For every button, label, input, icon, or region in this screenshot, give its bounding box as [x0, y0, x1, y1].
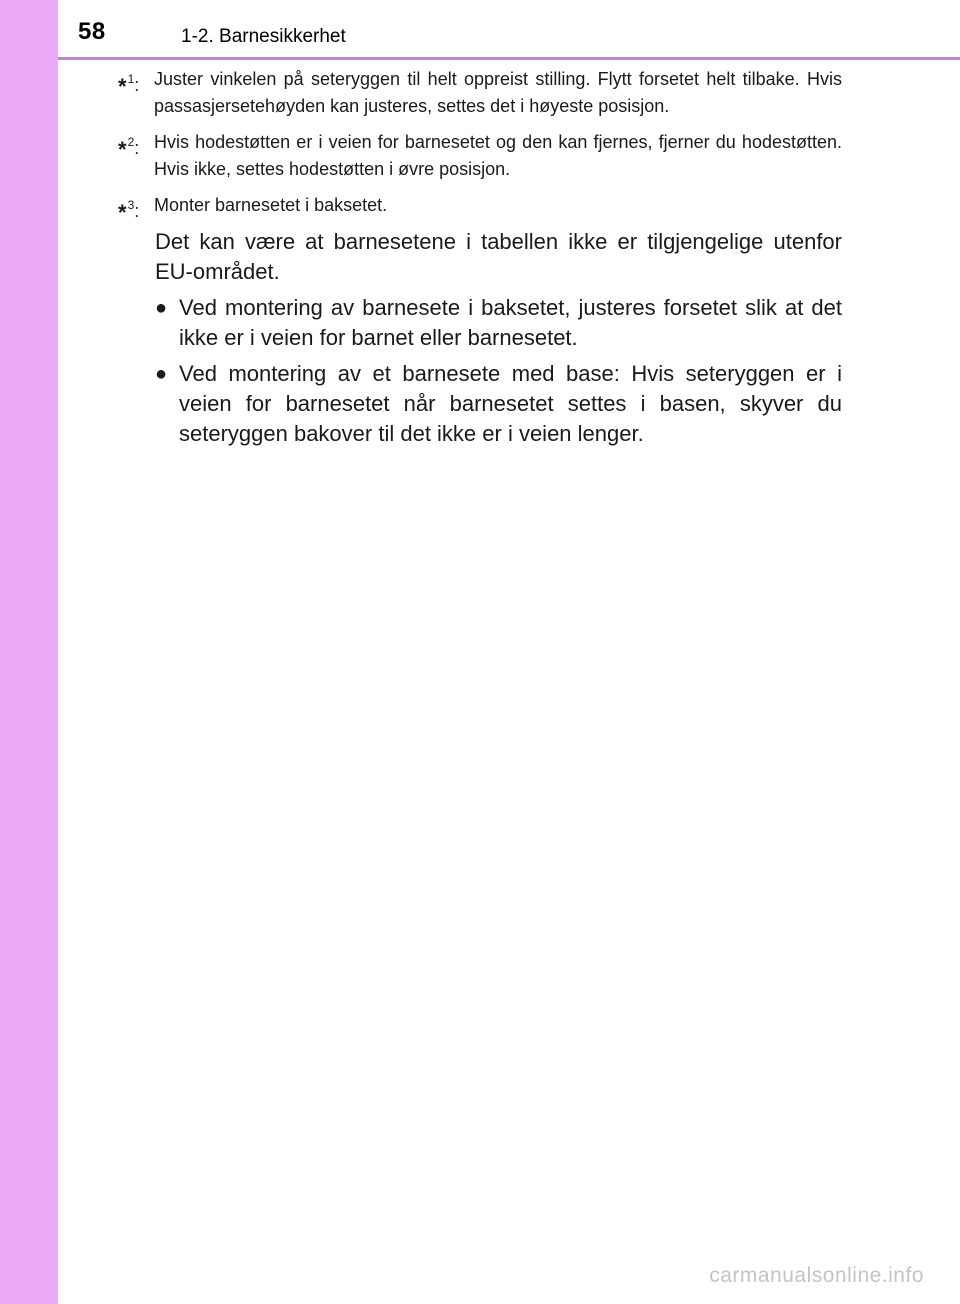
- bullet-text: Ved montering av et barnesete med base: Hvis seteryggen er i veien for barnesetet når barnesetet settes i basen, skyver du seteryggen bakover til det ikke er i veien lenger.: [179, 361, 842, 446]
- footnote-1: [118, 66, 842, 120]
- footnote-2: [118, 129, 842, 183]
- bullet-item-1: [155, 293, 842, 353]
- footnote-marker: [118, 66, 154, 100]
- section-title: 1-2. Barnesikkerhet: [181, 26, 346, 47]
- footnote-number: 3: [127, 198, 135, 212]
- footnote-separator: :: [134, 201, 140, 221]
- body-content: [155, 227, 842, 455]
- intro-paragraph: Det kan være at barnesetene i tabellen ikke er tilgjengelige utenfor EU-området.: [155, 229, 842, 284]
- footnote-separator: :: [134, 75, 140, 95]
- footnote-3: [118, 192, 842, 226]
- side-color-band: [0, 0, 58, 1304]
- bullet-dot-icon: ●: [155, 297, 168, 319]
- footnote-text: Hvis hodestøtten er i veien for barnesetet og den kan fjernes, fjerner du hodestøtten. Hvis ikke, settes hodestøtten i øvre posisjon.: [154, 132, 842, 179]
- footnote-list: [118, 66, 842, 235]
- header-divider: [58, 57, 960, 60]
- footnote-text: Juster vinkelen på seteryggen til helt oppreist stilling. Flytt forsetet helt tilbake. Hvis passasjersetehøyden kan justeres, settes det i høyeste posisjon.: [154, 69, 842, 116]
- page-number: 58: [78, 18, 106, 45]
- footnote-text: Monter barnesetet i baksetet.: [154, 195, 388, 215]
- footnote-marker: [118, 192, 154, 226]
- footnote-number: 2: [127, 135, 135, 149]
- bullet-dot-icon: ●: [155, 363, 168, 385]
- bullet-item-2: [155, 359, 842, 449]
- asterisk-mark: *: [118, 74, 127, 99]
- footnote-marker: [118, 129, 154, 163]
- footnote-number: 1: [127, 72, 135, 86]
- asterisk-mark: *: [118, 137, 127, 162]
- asterisk-mark: *: [118, 200, 127, 225]
- bullet-text: Ved montering av barnesete i baksetet, justeres forsetet slik at det ikke er i veien for barnet eller barnesetet.: [179, 295, 842, 350]
- watermark: carmanualsonline.info: [709, 1264, 924, 1287]
- footnote-separator: :: [134, 138, 140, 158]
